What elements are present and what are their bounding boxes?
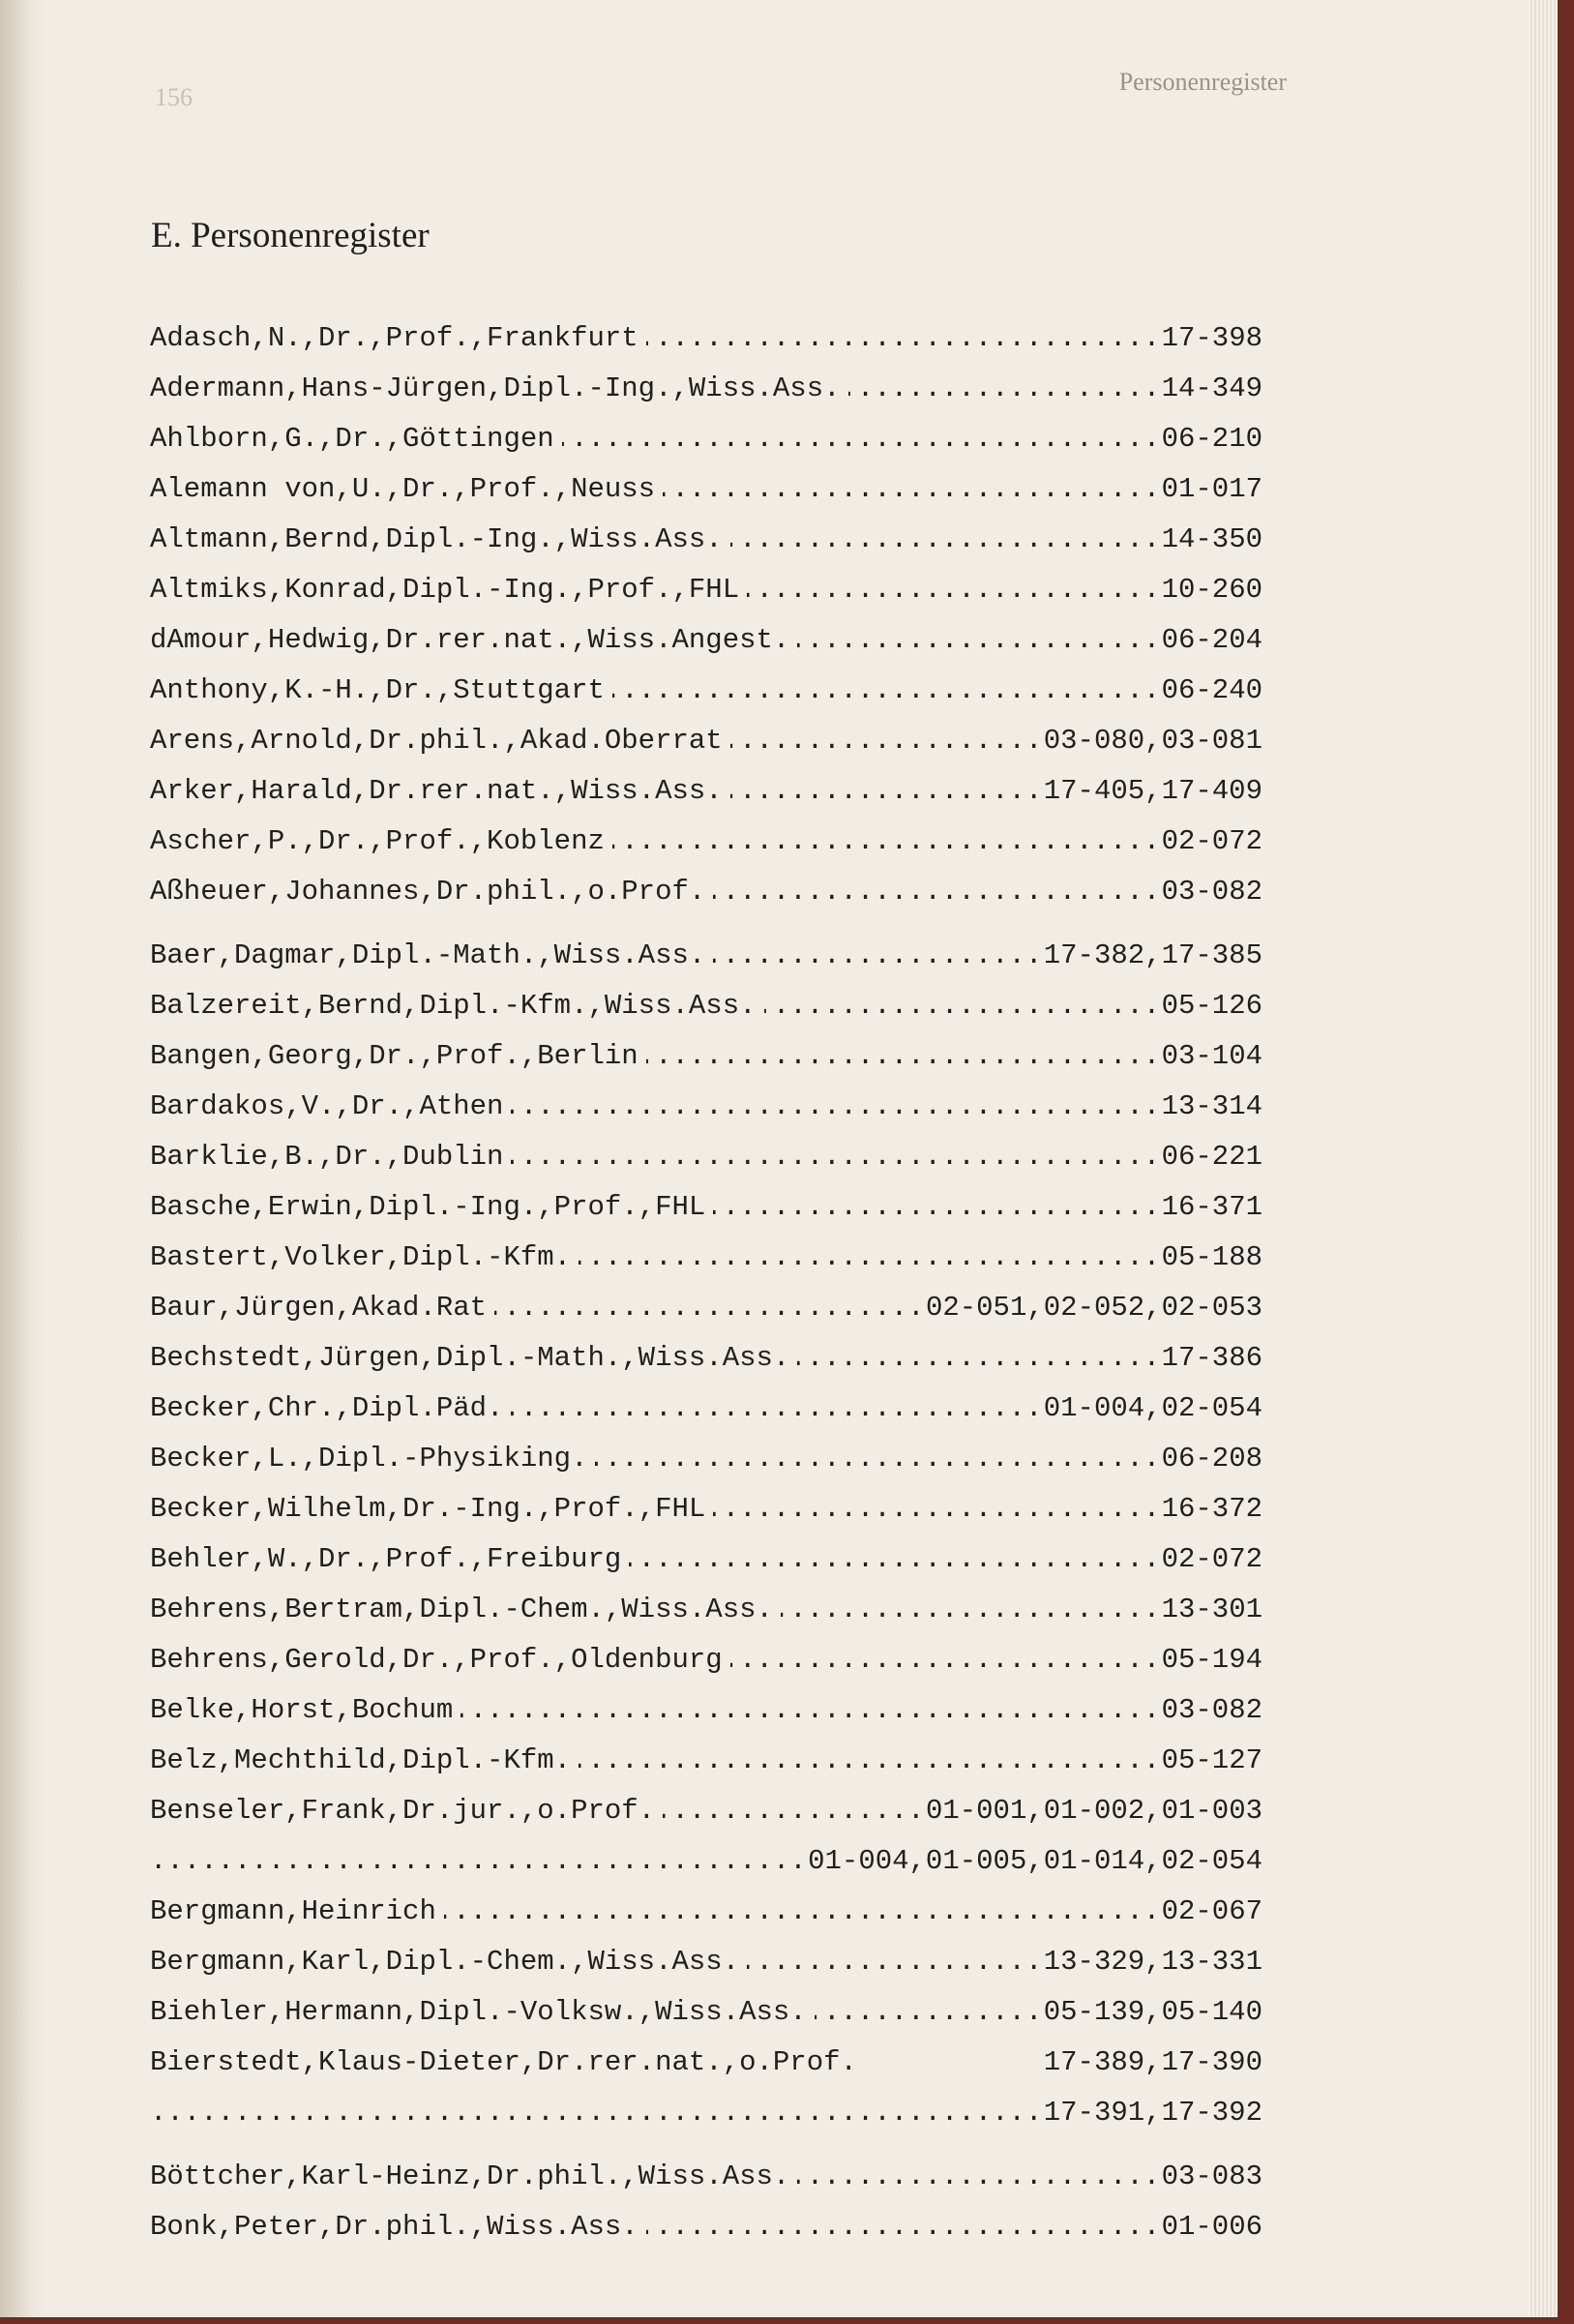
entry-reference: 03-080,03-081: [1040, 725, 1262, 757]
index-entry: [150, 1938, 1262, 1988]
entry-name: Belz,Mechthild,Dipl.-Kfm.: [150, 1744, 579, 1776]
entry-name: Becker,Chr.,Dipl.Päd.: [150, 1392, 511, 1424]
index-entry: [150, 1234, 1262, 1284]
entry-name: Ascher,P.,Dr.,Prof.,Koblenz: [150, 825, 612, 857]
entry-reference: 03-104: [1158, 1040, 1262, 1072]
entry-reference: 02-072: [1158, 825, 1262, 857]
entry-name: Behler,W.,Dr.,Prof.,Freiburg: [150, 1543, 629, 1575]
entry-reference: 17-391,17-392: [1040, 2097, 1262, 2129]
entry-reference: 02-051,02-052,02-053: [922, 1292, 1262, 1324]
entry-name: Bechstedt,Jürgen,Dipl.-Math.,Wiss.Ass.: [150, 1342, 797, 1374]
running-header: Personenregister: [1118, 68, 1287, 96]
entry-reference: 06-204: [1158, 624, 1262, 656]
entry-reference: 17-382,17-385: [1040, 939, 1262, 971]
entry-name: Behrens,Bertram,Dipl.-Chem.,Wiss.Ass.: [150, 1594, 781, 1625]
index-entry: [150, 1586, 1262, 1636]
entry-reference: 06-208: [1158, 1443, 1262, 1475]
index-entry: [150, 2039, 1262, 2089]
entry-name: Bastert,Volker,Dipl.-Kfm.: [150, 1241, 579, 1273]
entry-reference: 14-349: [1158, 372, 1262, 404]
entry-name: Ahlborn,G.,Dr.,Göttingen: [150, 423, 562, 455]
entry-reference: 06-240: [1158, 674, 1262, 706]
entry-reference: 05-188: [1158, 1241, 1262, 1273]
index-entry: [150, 982, 1262, 1032]
entry-reference: 01-004,02-054: [1040, 1392, 1262, 1424]
entry-reference: 17-405,17-409: [1040, 775, 1262, 807]
entry-name: Aßheuer,Johannes,Dr.phil.,o.Prof.: [150, 876, 713, 908]
index-entry: [150, 1385, 1262, 1435]
entry-name: Böttcher,Karl-Heinz,Dr.phil.,Wiss.Ass.: [150, 2160, 797, 2192]
index-entry: [150, 2153, 1262, 2203]
index-entry: [150, 2089, 1262, 2139]
index-entry: [150, 516, 1262, 566]
index-entry: [150, 1334, 1262, 1385]
entry-name: Arens,Arnold,Dr.phil.,Akad.Oberrat: [150, 725, 730, 757]
index-entry: [150, 616, 1262, 667]
index-entry: [150, 1888, 1262, 1938]
entry-reference: 16-371: [1158, 1191, 1262, 1223]
entry-reference: 13-329,13-331: [1040, 1946, 1262, 1978]
section-title: E. Personenregister: [151, 216, 430, 255]
entry-reference: 01-006: [1158, 2211, 1262, 2243]
index-entry: [150, 868, 1262, 918]
entry-name: dAmour,Hedwig,Dr.rer.nat.,Wiss.Angest.: [150, 624, 797, 656]
entry-name: Anthony,K.-H.,Dr.,Stuttgart: [150, 674, 612, 706]
index-entry: [150, 465, 1262, 516]
entry-name: Bonk,Peter,Dr.phil.,Wiss.Ass.: [150, 2211, 646, 2243]
entry-name: Altmiks,Konrad,Dipl.-Ing.,Prof.,FHL: [150, 574, 747, 606]
entry-name: Bergmann,Karl,Dipl.-Chem.,Wiss.Ass.: [150, 1946, 747, 1978]
entry-name: Benseler,Frank,Dr.jur.,o.Prof.: [150, 1795, 663, 1827]
entry-reference: 17-398: [1158, 322, 1262, 354]
entry-reference: 10-260: [1158, 574, 1262, 606]
index-entry: [150, 1435, 1262, 1485]
index-entry: [150, 1636, 1262, 1686]
page-number: 156: [155, 83, 193, 111]
entry-reference: 16-372: [1158, 1493, 1262, 1525]
index-entry: [150, 314, 1262, 365]
entry-name: Becker,Wilhelm,Dr.-Ing.,Prof.,FHL: [150, 1493, 713, 1525]
entry-name: Bergmann,Heinrich: [150, 1895, 444, 1927]
entry-name: Adermann,Hans-Jürgen,Dipl.-Ing.,Wiss.Ass.: [150, 372, 848, 404]
entry-name: Biehler,Hermann,Dipl.-Volksw.,Wiss.Ass.: [150, 1996, 815, 2028]
index-entry: [150, 1737, 1262, 1787]
entry-name: Balzereit,Bernd,Dipl.-Kfm.,Wiss.Ass.: [150, 990, 764, 1022]
index-entry: [150, 1686, 1262, 1737]
index-entry: [150, 932, 1262, 982]
entry-name: Belke,Horst,Bochum: [150, 1694, 460, 1726]
entry-reference: 03-082: [1158, 1694, 1262, 1726]
index-entry: [150, 415, 1262, 465]
entry-name: Altmann,Bernd,Dipl.-Ing.,Wiss.Ass.: [150, 523, 730, 555]
page-gutter: [0, 0, 45, 2317]
entry-reference: 14-350: [1158, 523, 1262, 555]
index-entry: [150, 1535, 1262, 1586]
index-entry: [150, 767, 1262, 818]
index-entry: [150, 1485, 1262, 1535]
index-entry: [150, 667, 1262, 717]
index-entry: [150, 717, 1262, 767]
index-entry: [150, 1284, 1262, 1334]
entry-reference: 06-210: [1158, 423, 1262, 455]
entry-reference: 03-083: [1158, 2160, 1262, 2192]
index-entry: [150, 1183, 1262, 1234]
index-entry: [150, 2203, 1262, 2253]
index-entries: [150, 314, 1262, 2253]
entry-name: Behrens,Gerold,Dr.,Prof.,Oldenburg: [150, 1644, 730, 1676]
entry-name: Basche,Erwin,Dipl.-Ing.,Prof.,FHL: [150, 1191, 713, 1223]
entry-name: Arker,Harald,Dr.rer.nat.,Wiss.Ass.: [150, 775, 730, 807]
entry-reference: 05-126: [1158, 990, 1262, 1022]
entry-reference: 13-301: [1158, 1594, 1262, 1625]
entry-reference: 13-314: [1158, 1090, 1262, 1122]
index-entry: [150, 1133, 1262, 1183]
entry-reference: 02-072: [1158, 1543, 1262, 1575]
entry-name: Bardakos,V.,Dr.,Athen: [150, 1090, 511, 1122]
index-entry: [150, 1083, 1262, 1133]
page-edges: [1529, 0, 1558, 2317]
entry-reference: 05-139,05-140: [1040, 1996, 1262, 2028]
entry-reference: 05-194: [1158, 1644, 1262, 1676]
entry-reference: 06-221: [1158, 1141, 1262, 1173]
entry-reference: 17-389,17-390: [1040, 2046, 1262, 2078]
index-entry: [150, 566, 1262, 616]
entry-name: Baur,Jürgen,Akad.Rat: [150, 1292, 494, 1324]
entry-reference: 01-017: [1158, 473, 1262, 505]
index-entry: [150, 1988, 1262, 2039]
entry-name: Becker,L.,Dipl.-Physiking.: [150, 1443, 595, 1475]
index-entry: [150, 1787, 1262, 1837]
entry-name: Bangen,Georg,Dr.,Prof.,Berlin: [150, 1040, 646, 1072]
index-entry: [150, 1837, 1262, 1888]
entry-name: Barklie,B.,Dr.,Dublin: [150, 1141, 511, 1173]
entry-name: Alemann von,U.,Dr.,Prof.,Neuss: [150, 473, 663, 505]
entry-reference: 01-001,01-002,01-003: [922, 1795, 1262, 1827]
entry-reference: 01-004,01-005,01-014,02-054: [804, 1845, 1262, 1877]
index-entry: [150, 818, 1262, 868]
entry-reference: 17-386: [1158, 1342, 1262, 1374]
entry-reference: 05-127: [1158, 1744, 1262, 1776]
index-entry: [150, 365, 1262, 415]
index-entry: [150, 1032, 1262, 1083]
entry-name: Bierstedt,Klaus-Dieter,Dr.rer.nat.,o.Prof.: [150, 2046, 865, 2078]
entry-reference: 03-082: [1158, 876, 1262, 908]
entry-reference: 02-067: [1158, 1895, 1262, 1927]
entry-name: Adasch,N.,Dr.,Prof.,Frankfurt: [150, 322, 646, 354]
entry-name: Baer,Dagmar,Dipl.-Math.,Wiss.Ass.: [150, 939, 713, 971]
